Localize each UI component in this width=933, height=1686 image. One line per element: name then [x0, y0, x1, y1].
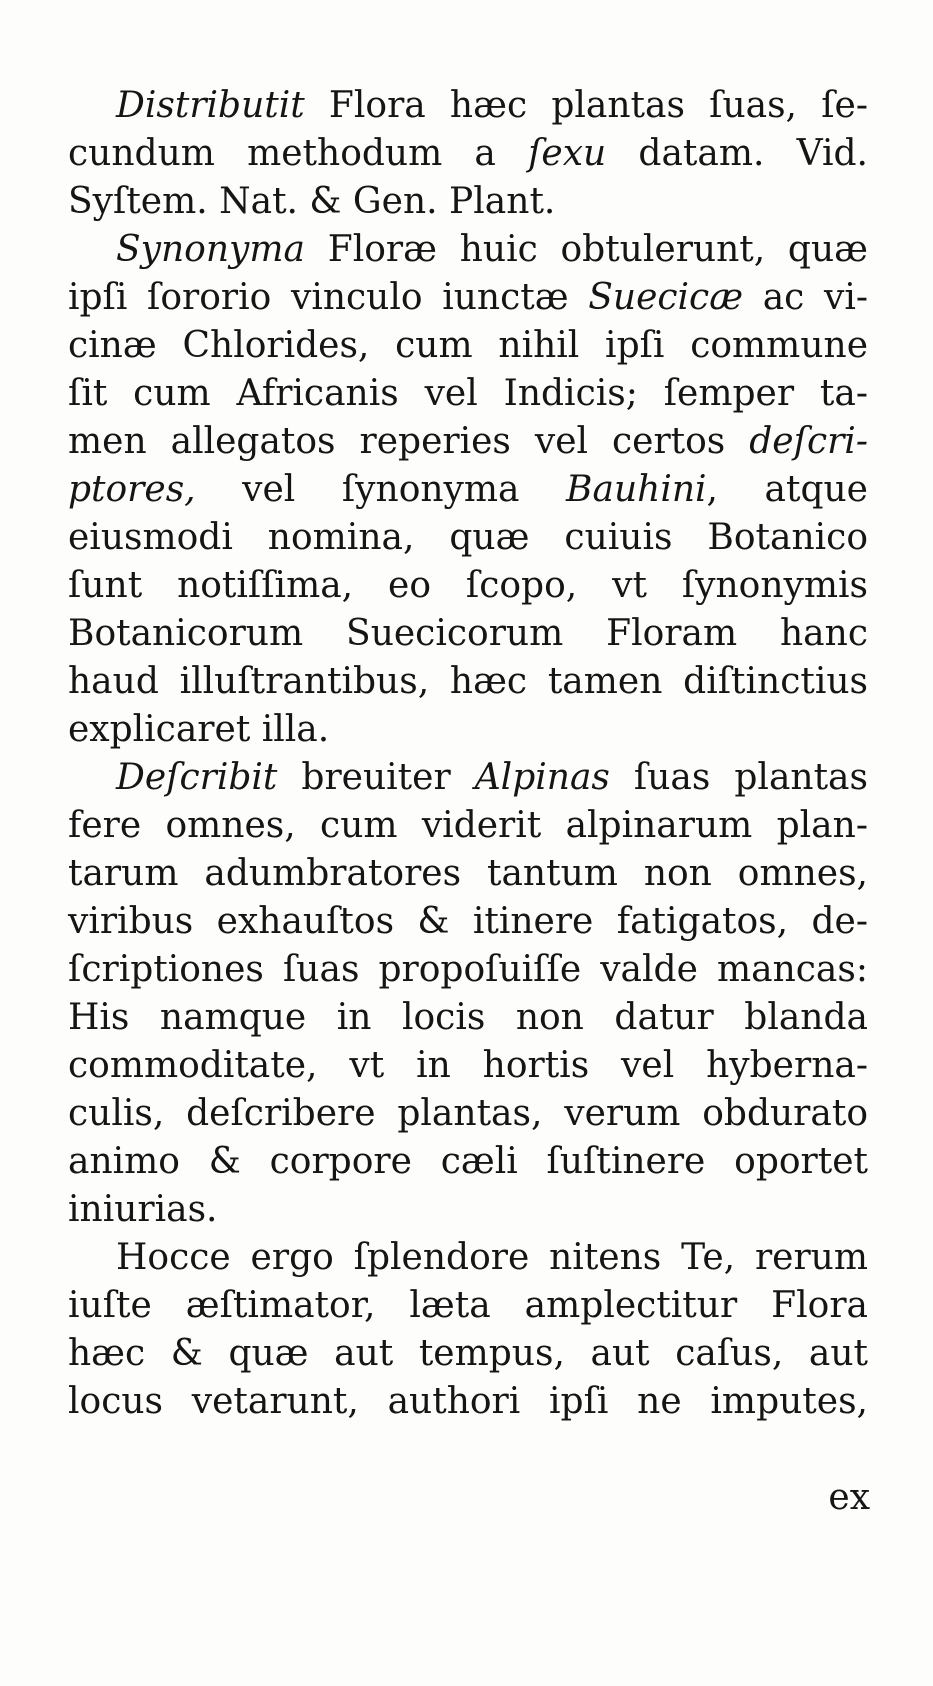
italic-text: Bauhini: [566, 469, 707, 510]
text-run: ac vi-: [743, 277, 868, 318]
text-line: [68, 754, 868, 802]
text-run: men allegatos reperies vel certos: [68, 421, 750, 462]
text-line: [68, 418, 868, 466]
text-line: [68, 850, 868, 898]
text-run: vel ſynonyma: [195, 469, 567, 510]
text-line: [68, 370, 868, 418]
text-run: , atque: [706, 469, 868, 510]
text-run: locus vetarunt, authori ipſi ne imputes,: [68, 1381, 868, 1422]
italic-text: deſcri-: [749, 421, 868, 462]
text-run: viribus exhauſtos & itinere fatigatos, de-: [68, 901, 868, 942]
text-run: cundum methodum a: [68, 133, 529, 174]
text-run: Floræ huic obtulerunt, quæ: [304, 229, 868, 270]
text-run: animo & corpore cæli ſuſtinere oportet: [68, 1141, 868, 1182]
italic-text: ſexu: [528, 133, 607, 174]
text-line: [68, 706, 868, 754]
text-line: [68, 610, 868, 658]
text-run: hæc & quæ aut tempus, aut caſus, aut: [68, 1333, 868, 1374]
text-line: [68, 1282, 868, 1330]
italic-text: Distributit: [116, 85, 305, 126]
italic-text: Synonyma: [116, 229, 305, 270]
catchword: ex: [828, 1477, 870, 1518]
text-line: [68, 1138, 868, 1186]
text-run: Botanicorum Suecicorum Floram hanc: [68, 613, 868, 654]
text-run: explicaret illa.: [68, 709, 330, 750]
body-text: [68, 82, 868, 1426]
text-line: [68, 898, 868, 946]
text-line: [68, 562, 868, 610]
text-run: ipſi ſororio vinculo iunctæ: [68, 277, 589, 318]
text-line: [68, 226, 868, 274]
text-run: Hocce ergo ſplendore nitens Te, rerum: [116, 1237, 868, 1278]
text-line: [68, 658, 868, 706]
text-line: [68, 178, 868, 226]
text-run: ſit cum Africanis vel Indicis; ſemper ta-: [68, 373, 868, 414]
text-line: [68, 322, 868, 370]
italic-text: Deſcribit: [116, 757, 278, 798]
text-run: ſunt notiſſima, eo ſcopo, vt ſynonymis: [68, 565, 868, 606]
text-run: ſuas plantas: [609, 757, 868, 798]
text-run: fere omnes, cum viderit alpinarum plan-: [68, 805, 868, 846]
italic-text: Alpinas: [474, 757, 610, 798]
text-line: [68, 514, 868, 562]
italic-text: ptores,: [68, 469, 196, 510]
text-line: [68, 1378, 868, 1426]
text-line: [68, 1234, 868, 1282]
text-line: [68, 82, 868, 130]
text-run: Syſtem. Nat. & Gen. Plant.: [68, 181, 556, 222]
text-line: [68, 1090, 868, 1138]
text-run: culis, deſcribere plantas, verum obdurato: [68, 1093, 868, 1134]
italic-text: Suecicæ: [588, 277, 744, 318]
text-run: iniurias.: [68, 1189, 218, 1230]
text-run: eiusmodi nomina, quæ cuiuis Botanico: [68, 517, 868, 558]
text-run: iuſte æſtimator, læta amplectitur Flora: [68, 1285, 868, 1326]
text-line: [68, 1042, 868, 1090]
text-line: [68, 946, 868, 994]
text-run: commoditate, vt in hortis vel hyberna-: [68, 1045, 868, 1086]
text-line: [68, 466, 868, 514]
text-line: [68, 994, 868, 1042]
text-run: tarum adumbratores tantum non omnes,: [68, 853, 868, 894]
text-line: [68, 1186, 868, 1234]
text-line: [68, 802, 868, 850]
text-run: cinæ Chlorides, cum nihil ipſi commune: [68, 325, 868, 366]
text-run: ſcriptiones ſuas propoſuiſſe valde mancas:: [68, 949, 868, 990]
text-run: haud illuſtrantibus, hæc tamen diſtinctius: [68, 661, 868, 702]
text-run: Flora hæc plantas ſuas, ſe-: [304, 85, 868, 126]
text-run: breuiter: [277, 757, 475, 798]
text-line: [68, 274, 868, 322]
text-run: His namque in locis non datur blanda: [68, 997, 868, 1038]
text-line: [68, 1330, 868, 1378]
text-run: datam. Vid.: [606, 133, 868, 174]
text-line: [68, 130, 868, 178]
